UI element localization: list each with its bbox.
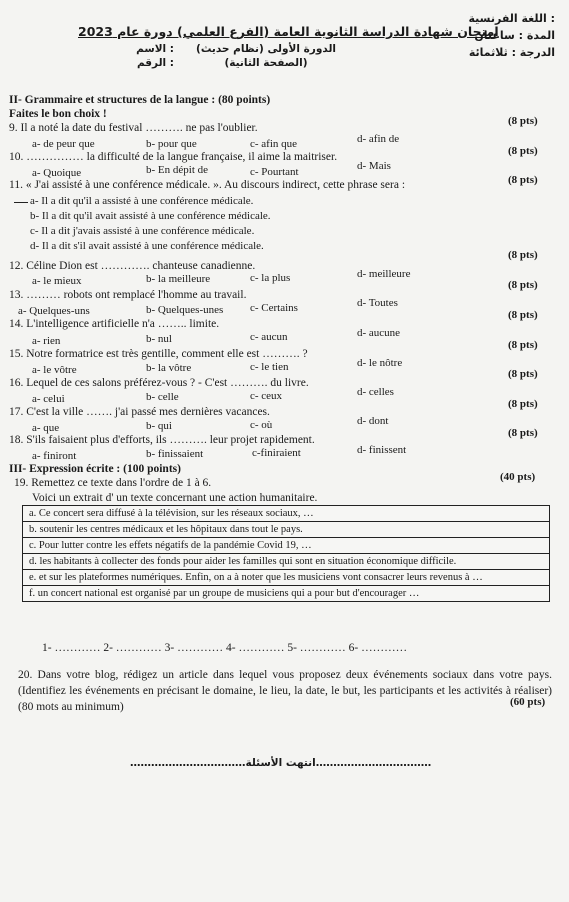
q17-stem: 17. C'est la ville ……. j'ai passé mes dernières vacances.	[9, 406, 270, 418]
subject-label: اللغة الفرنسية :	[468, 12, 555, 25]
q10-option-d[interactable]: d- Mais	[357, 160, 391, 172]
q14-stem: 14. L'intelligence artificielle n'a …….. limite.	[9, 318, 220, 330]
reorder-row-d: d. les habitants à collecter des fonds pour aider les familles qui sont en situation économique difficile.	[23, 554, 549, 570]
reorder-row-c: c. Pour lutter contre les effets négatifs de la pandémie Covid 19, …	[23, 538, 549, 554]
q13-option-d[interactable]: d- Toutes	[357, 297, 398, 309]
q17-points: (8 pts)	[508, 398, 538, 410]
q13-stem: 13. ……… robots ont remplacé l'homme au travail.	[9, 289, 247, 301]
q13-option-c[interactable]: c- Certains	[250, 302, 298, 314]
q12-stem: 12. Céline Dion est …………. chanteuse canadienne.	[9, 260, 256, 272]
q12-option-c[interactable]: c- la plus	[250, 272, 291, 284]
q18-option-a[interactable]: a- finiront	[32, 450, 77, 462]
q18-option-d[interactable]: d- finissent	[357, 444, 407, 456]
q18-option-c[interactable]: c-finiraient	[252, 447, 301, 459]
q12-option-d[interactable]: d- meilleure	[357, 268, 411, 280]
q11-option-a[interactable]: a- Il a dit qu'il a assisté à une conférence médicale.	[30, 195, 254, 207]
q19-stem: 19. Remettez ce texte dans l'ordre de 1 à 6.	[14, 477, 212, 489]
q18-option-b[interactable]: b- finissaient	[146, 448, 204, 460]
q10-stem: 10. …………… la difficulté de la langue française, il aime la maitriser.	[9, 151, 338, 163]
q14-option-c[interactable]: c- aucun	[250, 331, 288, 343]
section-3-title: III- Expression écrite : (100 points)	[9, 463, 181, 475]
q9-option-c[interactable]: c- afin que	[250, 138, 298, 150]
q12-option-a[interactable]: a- le mieux	[32, 275, 82, 287]
q20-points: (60 pts)	[510, 696, 546, 708]
q17-option-a[interactable]: a- que	[32, 422, 60, 434]
q10-points: (8 pts)	[508, 145, 538, 157]
order-answer-line[interactable]: 1- ………… 2- ………… 3- ………… 4- ………… 5- ………… 6- …………	[42, 642, 408, 654]
reorder-row-f: f. un concert national est organisé par un groupe de musiciens qui a pour but d'encourager …	[29, 588, 420, 599]
q11-option-c[interactable]: c- Il a dit j'avais assisté à une conférence médicale.	[30, 225, 255, 237]
q15-points: (8 pts)	[508, 339, 538, 351]
q17-option-d[interactable]: d- dont	[357, 415, 389, 427]
q15-option-b[interactable]: b- la vôtre	[146, 362, 192, 374]
q16-option-b[interactable]: b- celle	[146, 391, 179, 403]
q10-option-c[interactable]: c- Pourtant	[250, 166, 299, 178]
q14-option-b[interactable]: b- nul	[146, 333, 172, 345]
q16-option-a[interactable]: a- celui	[32, 393, 65, 405]
grade-label: الدرجة : ثلاثمائة	[468, 46, 555, 59]
reorder-table	[22, 505, 550, 602]
q14-points: (8 pts)	[508, 309, 538, 321]
q11-stem: 11. « J'ai assisté à une conférence médicale. ». Au discours indirect, cette phrase sera :	[9, 179, 406, 191]
q13-points: (8 pts)	[508, 279, 538, 291]
q10-option-b[interactable]: b- En dépit de	[146, 164, 209, 176]
reorder-row-b: b. soutenir les centres médicaux et les hôpitaux dans tout le pays.	[23, 522, 549, 538]
q16-option-c[interactable]: c- ceux	[250, 390, 283, 402]
q17-option-b[interactable]: b- qui	[146, 420, 172, 432]
reorder-row-a: a. Ce concert sera diffusé à la télévision, sur les réseaux sociaux, …	[23, 506, 549, 522]
q13-option-a[interactable]: a- Quelques-uns	[18, 305, 90, 317]
name-field-label: الاسم :	[136, 43, 174, 55]
session-label: (نظام حديث) الدورة الأولى	[196, 43, 336, 55]
q11-option-b[interactable]: b- Il a dit qu'il avait assisté à une conférence médicale.	[30, 210, 271, 222]
exam-title: امتحان شهادة الدراسة الثانوية العامة (الفرع العلمي) دورة عام 2023	[78, 24, 499, 39]
q12-points: (8 pts)	[508, 249, 538, 261]
q18-points: (8 pts)	[508, 427, 538, 439]
q15-option-d[interactable]: d- le nôtre	[357, 357, 403, 369]
q10-option-a[interactable]: a- Quoique	[32, 167, 82, 179]
q18-stem: 18. S'ils faisaient plus d'efforts, ils ………. leur projet rapidement.	[9, 434, 315, 446]
q9-option-b[interactable]: b- pour que	[146, 138, 197, 150]
q16-points: (8 pts)	[508, 368, 538, 380]
q14-option-d[interactable]: d- aucune	[357, 327, 401, 339]
q14-option-a[interactable]: a- rien	[32, 335, 61, 347]
q15-stem: 15. Notre formatrice est très gentille, comment elle est ………. ?	[9, 348, 308, 360]
q17-option-c[interactable]: c- où	[250, 419, 273, 431]
q16-stem: 16. Lequel de ces salons préférez-vous ? - C'est ………. du livre.	[9, 377, 309, 389]
q11-option-d[interactable]: d- Il a dit s'il avait assisté à une conférence médicale.	[30, 240, 264, 252]
q11-points: (8 pts)	[508, 174, 538, 186]
number-field-label: الرقم :	[136, 57, 174, 69]
section-2-title: II- Grammaire et structures de la langue : (80 points)	[9, 94, 271, 106]
page-number-label: (الصفحة الثانية)	[224, 57, 308, 69]
q19-intro: Voici un extrait d' un texte concernant une action humanitaire.	[32, 492, 318, 504]
q12-option-b[interactable]: b- la meilleure	[146, 273, 211, 285]
q16-option-d[interactable]: d- celles	[357, 386, 394, 398]
header-left-column	[104, 42, 174, 70]
section-2-subtitle: Faites le bon choix !	[9, 108, 107, 120]
reorder-row-e: e. et sur les plateformes numériques. Enfin, on a à noter que les musiciens vont consacrer leurs revenus à …	[23, 570, 549, 586]
q20-text: 20. Dans votre blog, rédigez un article dans lequel vous proposez deux événements sociaux dans votre pays. (Identifiez les événements en précisant le domaine, le lieu, la date, le but, les participants et les activités à réaliser) (80 mots au minimum)	[18, 669, 552, 713]
header-middle	[196, 42, 336, 70]
q9-option-a[interactable]: a- de peur que	[32, 138, 95, 150]
hand-mark	[14, 202, 28, 203]
q19-points: (40 pts)	[500, 471, 536, 483]
q15-option-c[interactable]: c- le tien	[250, 361, 289, 373]
q9-stem: 9. Il a noté la date du festival ………. ne pas l'oublier.	[9, 122, 258, 134]
q13-option-b[interactable]: b- Quelques-unes	[146, 304, 224, 316]
q9-points: (8 pts)	[508, 115, 538, 127]
q9-option-d[interactable]: d- afin de	[357, 133, 400, 145]
end-of-questions: ……………………………انتهت الأسئلة……………………………	[130, 757, 432, 769]
duration-label: المدة : ساعتان	[474, 29, 555, 42]
q15-option-a[interactable]: a- le vôtre	[32, 364, 77, 376]
